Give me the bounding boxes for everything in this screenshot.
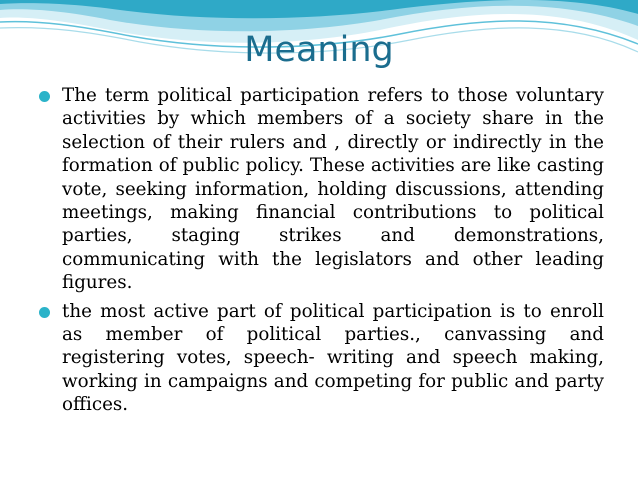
bullet-item-2	[34, 300, 604, 417]
bullet-text-1: The term political participation refers to those voluntary activities by which members of a society share in the selection of their rulers and , directly or indirectly in the formation of public policy. These activities are like casting vote, seeking information, holding discussions, attending meetings, making financial contributions to political parties, staging strikes and demonstrations, communicating with the legislators and other leading figures.	[62, 85, 604, 294]
bullet-dot-icon	[39, 307, 50, 318]
bullet-dot-icon	[39, 91, 50, 102]
bullet-list	[34, 84, 604, 422]
bullet-text-2: the most active part of political participation is to enroll as member of political parties., canvassing and registering votes, speech- writing and speech making, working in campaigns and competing for public and party offices.	[62, 300, 604, 416]
bullet-item-1	[34, 84, 604, 295]
slide-title: Meaning	[244, 30, 394, 70]
